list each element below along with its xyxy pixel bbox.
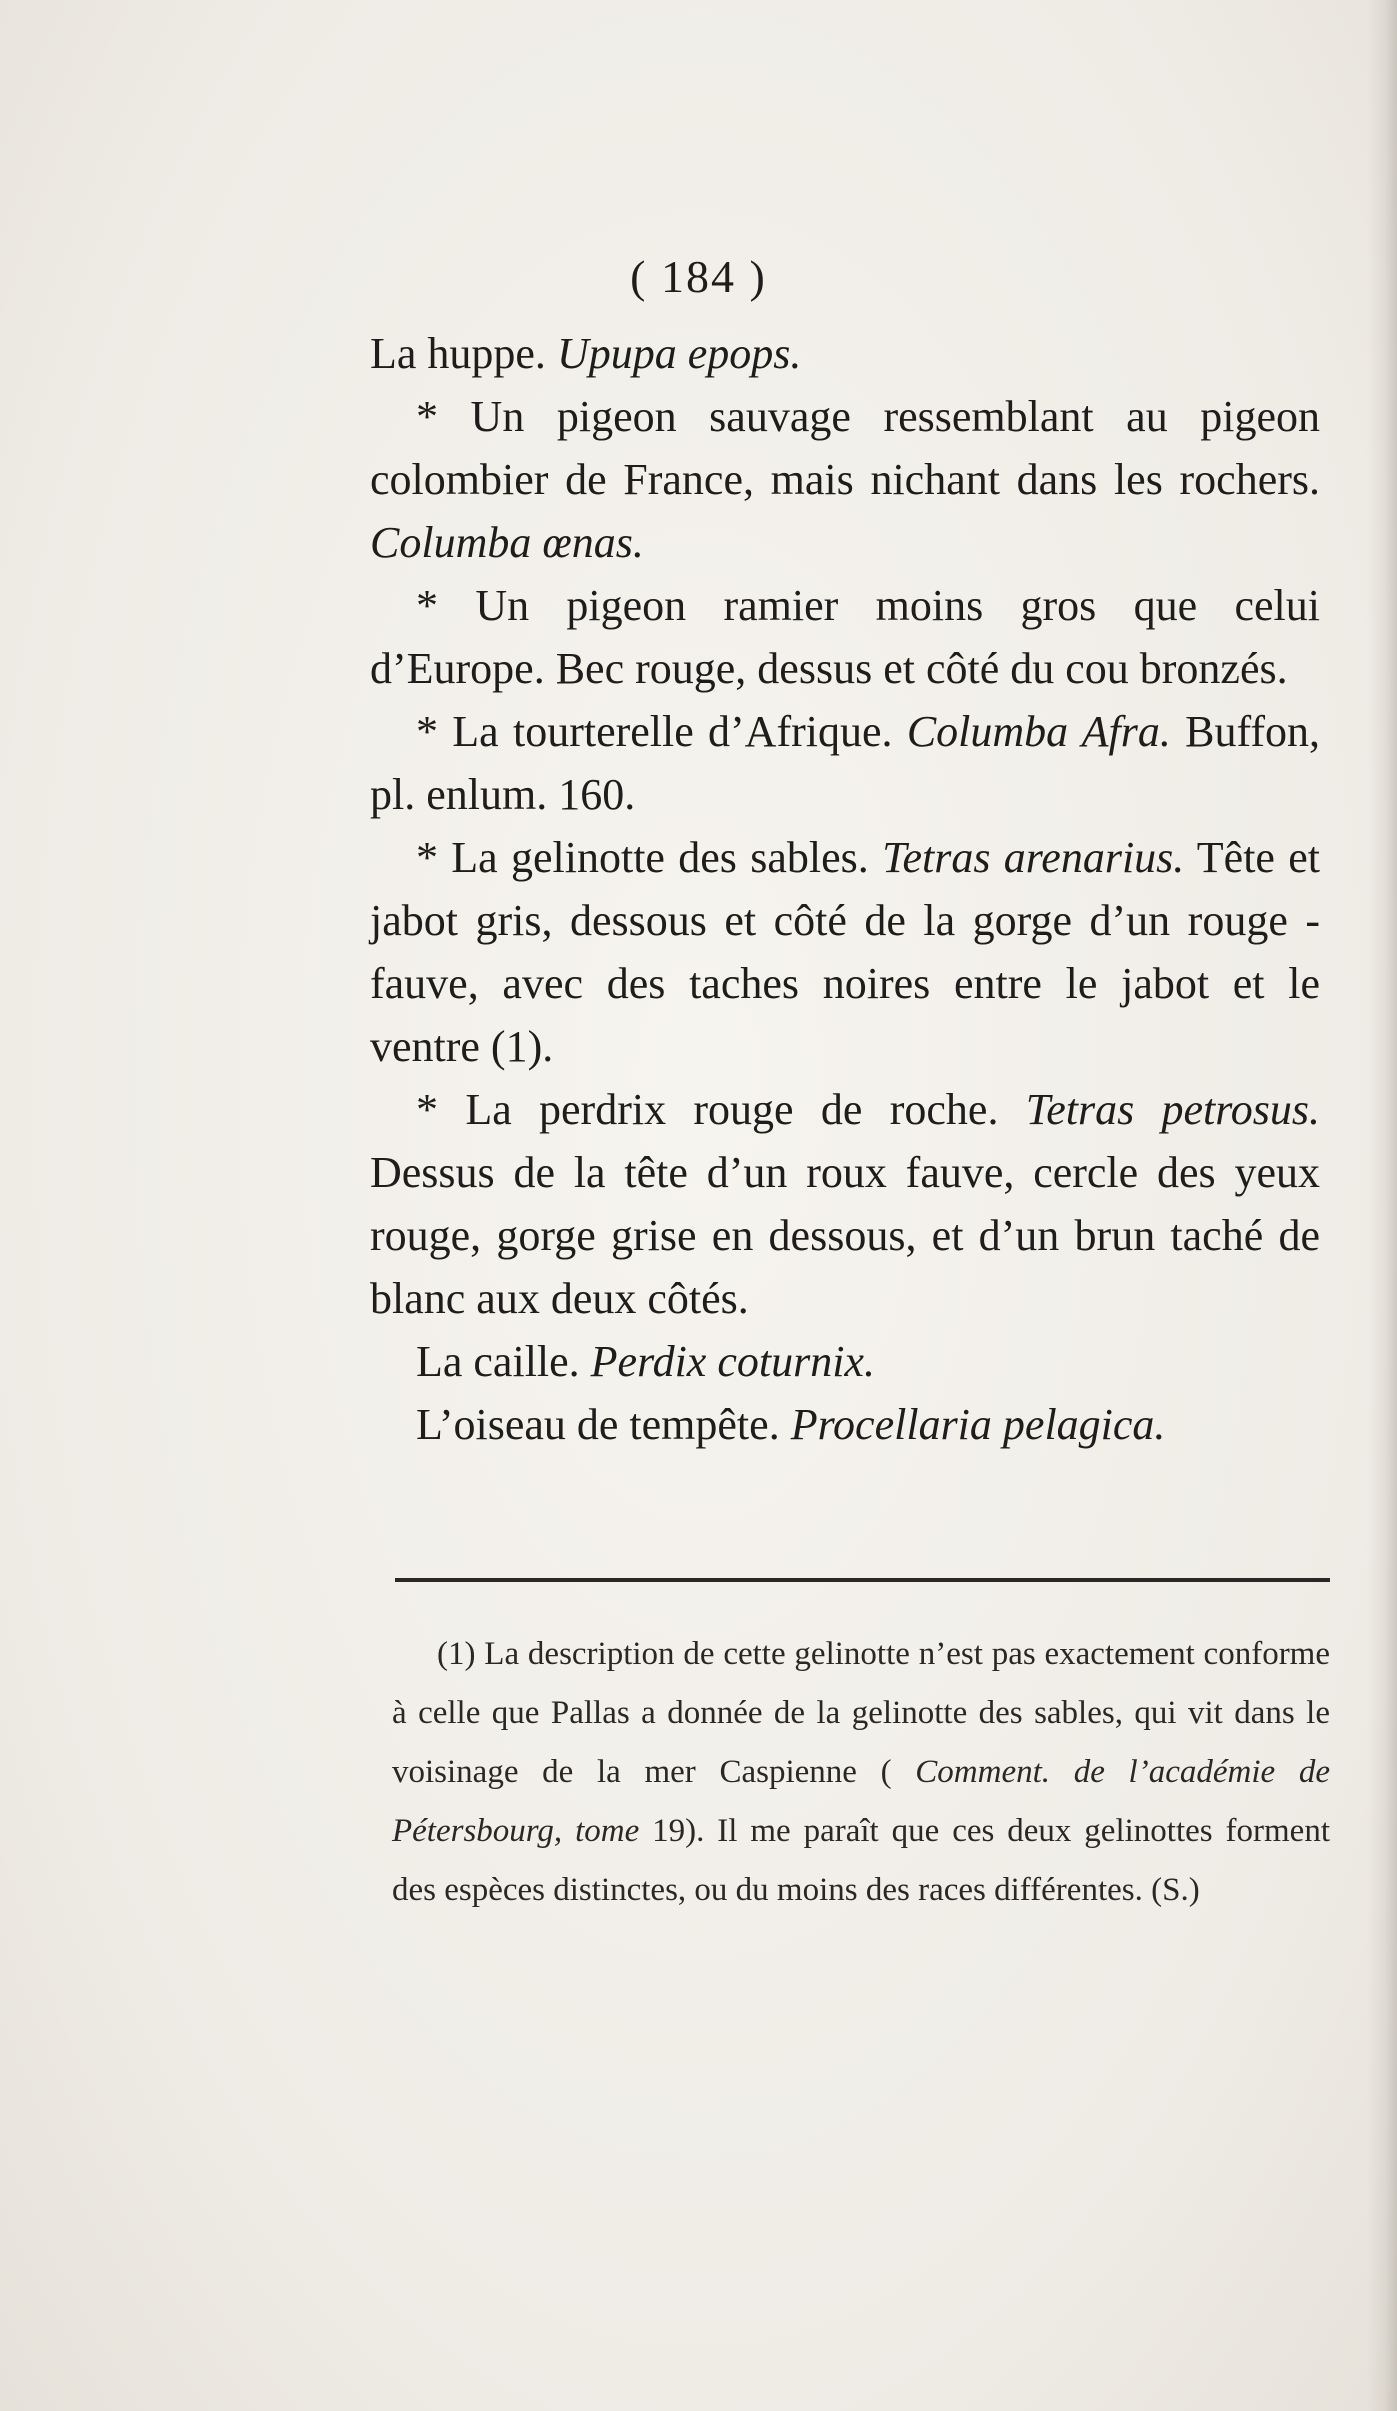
footnote-text: (1) La description de cette gelinotte n’est pas exactement conforme à celle que Pallas a donnée de la gelinotte des sables, qui vit dans le voisinage de la mer Caspienne ( (392, 1636, 1330, 1790)
latin-name: Perdix coturnix. (590, 1337, 875, 1386)
paragraph-text: * Un pigeon ramier moins gros que celui d’Europe. Bec rouge, dessus et côté du cou bronzés. (370, 581, 1320, 693)
paragraph-text: * La tourterelle d’Afrique. (416, 707, 907, 756)
latin-name: Columba Afra. (906, 707, 1171, 756)
latin-name: Procellaria pelagica. (790, 1400, 1166, 1449)
main-text (370, 322, 1320, 1456)
paragraph-text: * Un pigeon sauvage ressemblant au pigeon colombier de France, mais nichant dans les rochers. (370, 392, 1320, 504)
paragraph (370, 1078, 1320, 1330)
footnote-citation: Comment. de l’académie de Pétersbourg, tome (392, 1754, 1330, 1849)
latin-name: Tetras arenarius. (882, 833, 1185, 882)
paragraph (370, 700, 1320, 826)
paragraph (370, 1330, 1320, 1393)
paragraph-text: * La perdrix rouge de roche. (416, 1085, 1026, 1134)
paragraph (370, 826, 1320, 1078)
footnote (392, 1625, 1330, 1920)
footnote-text-after: 19). Il me paraît que ces deux gelinottes forment des espèces distinctes, ou du moins des races différentes. (S.) (392, 1813, 1330, 1908)
paragraph (370, 385, 1320, 574)
latin-name: Columba œnas. (370, 518, 644, 567)
paragraph (370, 574, 1320, 700)
paragraph-text-after: Buffon, pl. enlum. 160. (370, 707, 1321, 819)
paragraph-text: * La gelinotte des sables. (416, 833, 883, 882)
footnote-rule (395, 1578, 1330, 1582)
paragraph (370, 322, 1320, 385)
page-spine-shadow (1367, 0, 1397, 2411)
paragraph (370, 1393, 1320, 1456)
page-number: ( 184 ) (630, 251, 767, 302)
paragraph-text-after: Dessus de la tête d’un roux fauve, cercle des yeux rouge, gorge grise en dessous, et d’un brun taché de blanc aux deux côtés. (370, 1148, 1320, 1323)
paragraph-text: L’oiseau de tempête. (416, 1400, 791, 1449)
footnote-paragraph (392, 1625, 1330, 1920)
paragraph-text: La caille. (416, 1337, 591, 1386)
latin-name: Upupa epops. (556, 329, 802, 378)
paragraph-text: La huppe. (370, 329, 557, 378)
latin-name: Tetras petrosus. (1025, 1085, 1320, 1134)
paragraph-text-after: Tête et jabot gris, dessous et côté de la gorge d’un rouge - fauve, avec des taches noires entre le jabot et le ventre (1). (370, 833, 1321, 1071)
